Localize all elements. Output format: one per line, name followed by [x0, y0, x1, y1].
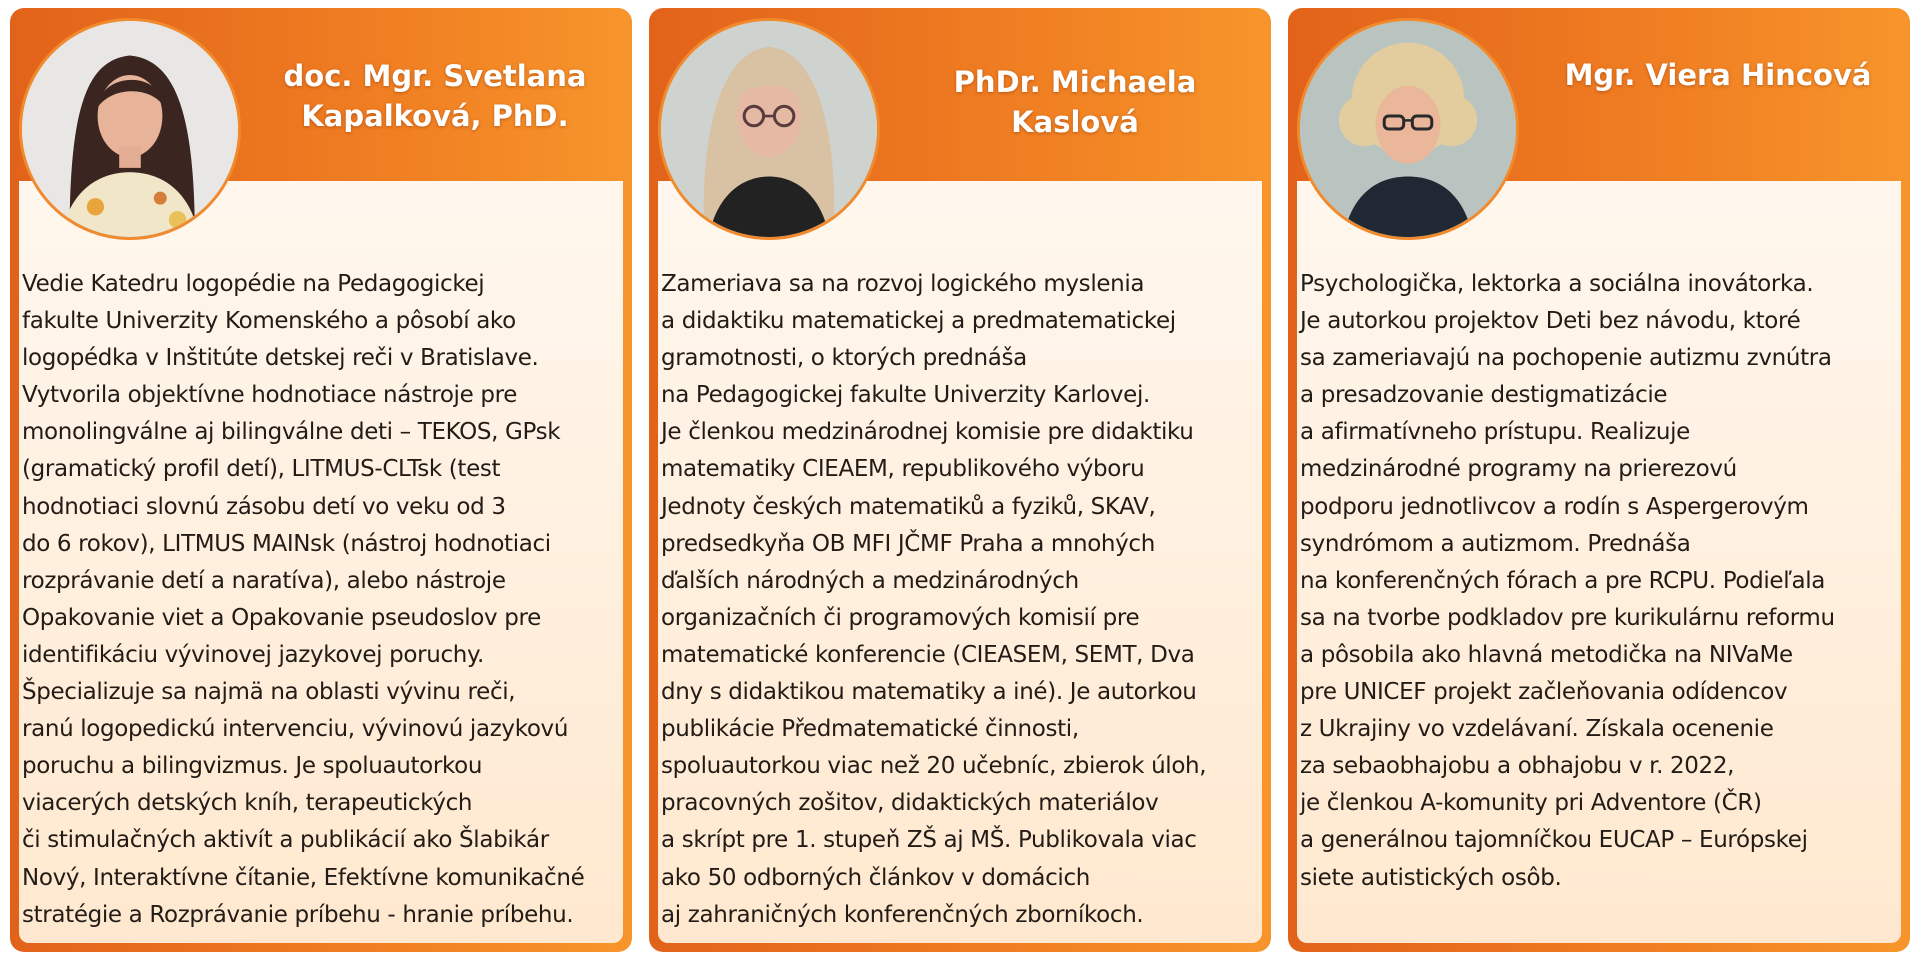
speaker-bio: Psychologička, lektorka a sociálna inovátorka. Je autorkou projektov Deti bez návodu, ktoré sa zameriavajú na pochopenie autizmu zvnútra a presadzovanie destigmatizácie a afirmatívneho prístupu. Realizuje medzinárodné programy na prierezovú podporu jednotlivcov a rodín s Aspergerovým syndrómom a autizmom. Prednáša na konferenčných fórach a pre RCPU. Podieľala sa na tvorbe podkladov pre kurikulárnu reformu a pôsobila ako hlavná metodička na NIVaMe pre UNICEF projekt začleňovania odídencov z Ukrajiny vo vzdelávaní. Získala ocenenie za sebaobhajobu a obhajobu v r. 2022, je členkou A-komunity pri Adventore (ČR) a generálnou tajomníčkou EUCAP – Európskej siete autistických osôb.	[1300, 271, 1835, 891]
speaker-name: doc. Mgr. Svetlana Kapalková, PhD.	[283, 59, 587, 133]
portrait-curly-blonde-glasses-icon	[1300, 21, 1516, 237]
speaker-bio: Zameriava sa na rozvoj logického myslenia a didaktiku matematickej a predmatematickej gramotnosti, o ktorých prednáša na Pedagogickej fakulte Univerzity Karlovej. Je členkou medzinárodnej komisie pre didaktiku matematiky CIEAEM, republikového výboru Jednoty českých matematiků a fyziků, SKAV, predsedkyňa OB MFI JČMF Praha a mnohých ďalších národných a medzinárodných organizačních či programových komisií pre matematické konferencie (CIEASEM, SEMT, Dva dny s didaktikou matematiky a iné). Je autorkou publikácie Předmatematické činnosti, spoluautorkou viac než 20 učebníc, zbierok úloh, pracovných zošitov, didaktických materiálov a skrípt pre 1. stupeň ZŠ aj MŠ. Publikovala viac ako 50 odborných článkov v domácich aj zahraničných konferenčných zborníkoch.	[661, 271, 1207, 928]
portrait-blonde-glasses-icon	[661, 21, 877, 237]
speaker-card-kaslova	[649, 8, 1271, 952]
speaker-card-hincova	[1288, 8, 1910, 952]
speaker-name: Mgr. Viera Hincová	[1564, 58, 1872, 92]
speaker-name: PhDr. Michaela Kaslová	[953, 65, 1197, 139]
speaker-photo	[1297, 18, 1519, 240]
speaker-bio: Vedie Katedru logopédie na Pedagogickej fakulte Univerzity Komenského a pôsobí ako logopédka v Inštitúte detskej reči v Bratislave. Vytvorila objektívne hodnotiace nástroje pre monolingválne aj bilingválne deti – TEKOS, GPsk (gramatický profil detí), LITMUS-CLTsk (test hodnotiaci slovnú zásobu detí vo veku od 3 do 6 rokov), LITMUS MAINsk (nástroj hodnotiaci rozprávanie detí a naratíva), alebo nástroje Opakovanie viet a Opakovanie pseudoslov pre identifikáciu vývinovej jazykovej poruchy. Špecializuje sa najmä na oblasti vývinu reči, ranú logopedickú intervenciu, vývinovú jazykovú poruchu a bilingvizmus. Je spoluautorkou viacerých detských kníh, terapeutických či stimulačných aktivít a publikácií ako Šlabikár Nový, Interaktívne čítanie, Efektívne komunikačné stratégie a Rozprávanie príbehu - hranie príbehu.	[22, 271, 585, 928]
speaker-photo	[658, 18, 880, 240]
speaker-photo	[19, 18, 241, 240]
portrait-dark-hair-icon	[22, 21, 238, 237]
speaker-card-kapalkova	[10, 8, 632, 952]
